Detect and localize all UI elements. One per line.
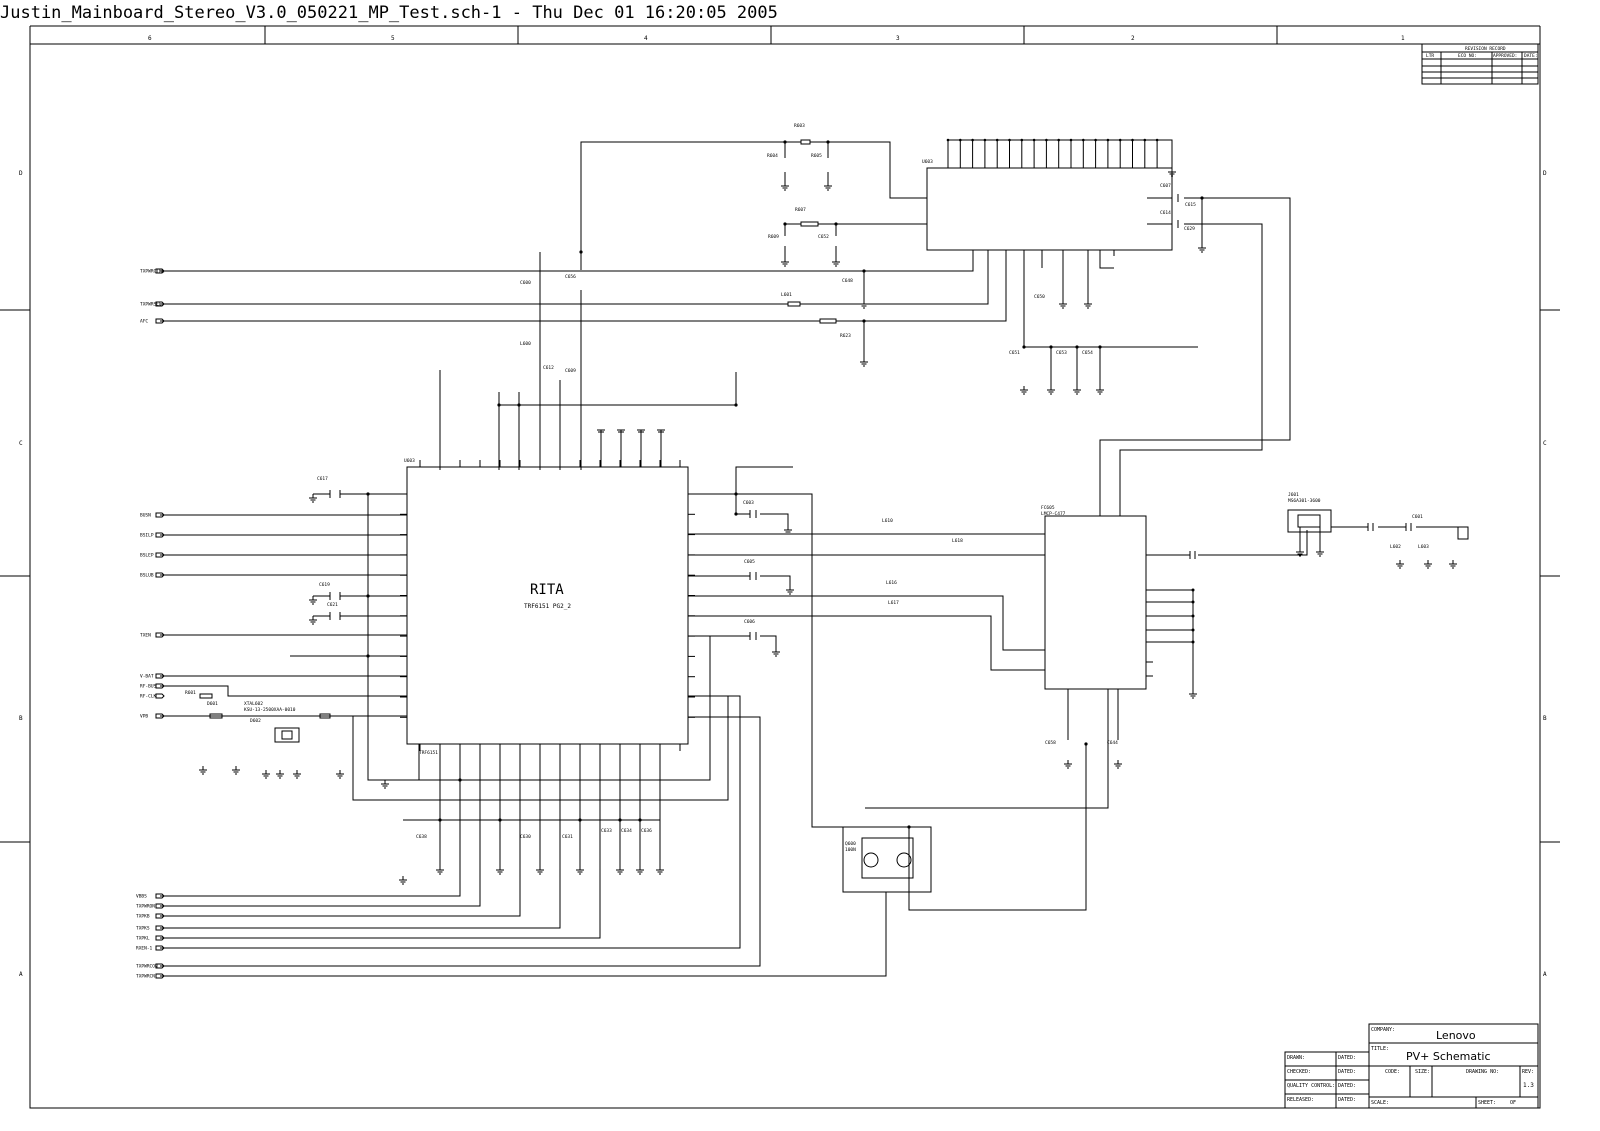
component-ref: L602 <box>1390 545 1401 550</box>
fc605-part: LMCP-C477 <box>1041 512 1066 517</box>
component-ref: C631 <box>562 835 573 840</box>
row-label-b: B <box>19 715 23 722</box>
rita-chip-part: TRF6151 PG2_2 <box>524 603 571 610</box>
component-ref: C644 <box>1107 741 1118 746</box>
component-ref: L601 <box>781 293 792 298</box>
port-label: TXPKL <box>136 936 150 942</box>
revision-record-table <box>1422 44 1538 84</box>
component-ref: C630 <box>520 835 531 840</box>
revision-col-eco: ECO NO: <box>1458 54 1477 59</box>
port-label: VPB <box>140 714 149 720</box>
port-label: TXPWRCTRL <box>140 269 165 275</box>
component-ref: L610 <box>882 519 893 524</box>
code-label: CODE: <box>1385 1069 1401 1075</box>
j601-ref: J601 <box>1288 493 1299 498</box>
component-ref: D601 <box>207 702 218 707</box>
revision-col-ltr: LTR <box>1426 54 1435 59</box>
port-label: BUSN <box>140 513 151 519</box>
company-label: COMPANY: <box>1371 1027 1396 1033</box>
component-ref: C615 <box>1185 203 1196 208</box>
column-label-2: 2 <box>1131 35 1135 42</box>
wiring <box>160 140 1458 976</box>
sheet-label: SHEET: <box>1478 1100 1497 1106</box>
component-markers <box>185 123 1457 884</box>
component-ref: C601 <box>1412 515 1423 520</box>
revision-col-date: DATE: <box>1524 54 1538 59</box>
component-ref: L603 <box>1418 545 1429 550</box>
component-ref: R605 <box>811 154 822 159</box>
component-ref: R604 <box>767 154 778 159</box>
revision-record-title: REVISION RECORD <box>1465 47 1506 52</box>
component-ref: C621 <box>327 603 338 608</box>
component-ref: C603 <box>743 501 754 506</box>
component-ref: R603 <box>794 124 805 129</box>
component-ref: C629 <box>1184 227 1195 232</box>
component-ref: L617 <box>888 601 899 606</box>
component-ref: C614 <box>1160 211 1171 216</box>
dated-label-4: DATED: <box>1338 1097 1357 1103</box>
drawing-frame <box>0 26 1560 1108</box>
row-label-d: D <box>19 170 23 177</box>
port-label: TXEN <box>140 633 151 639</box>
column-label-5: 5 <box>391 35 395 42</box>
port-label: RF-CLK <box>140 694 157 700</box>
u603b-ref: U603 <box>922 160 933 165</box>
component-ref: C650 <box>1034 295 1045 300</box>
bottom-port-labels <box>136 894 164 980</box>
port-label: BSILP <box>140 533 154 539</box>
component-ref: L616 <box>886 581 897 586</box>
revision-col-approved: APPROVED: <box>1493 54 1518 59</box>
port-label: TXPWRSEL <box>140 302 162 308</box>
port-label: V-BAT <box>140 674 154 680</box>
component-ref: D602 <box>250 719 261 724</box>
row-label-a: A <box>19 971 23 978</box>
component-ref: C652 <box>818 235 829 240</box>
row-label-b-right: B <box>1543 715 1547 722</box>
port-label: BSLEP <box>140 553 154 559</box>
fc605-chip <box>1041 505 1146 689</box>
port-label: AFC <box>140 319 149 325</box>
q600-block <box>843 827 931 892</box>
rev-value: 1.3 <box>1523 1082 1534 1089</box>
component-ref: C617 <box>317 477 328 482</box>
rita-chip-ref2: TRF6151 <box>419 751 438 756</box>
port-label: TXPKS <box>136 926 150 932</box>
port-label: TXPKB <box>136 914 150 920</box>
component-ref: C636 <box>641 829 652 834</box>
dated-label-3: DATED: <box>1338 1083 1357 1089</box>
schematic-title: PV+ Schematic <box>1406 1050 1491 1063</box>
component-ref: R601 <box>185 691 196 696</box>
rita-chip <box>404 458 688 756</box>
column-label-1: 1 <box>1401 35 1405 42</box>
dated-label-1: DATED: <box>1338 1055 1357 1061</box>
port-label: TXPWRON <box>136 904 155 910</box>
row-label-c-right: C <box>1543 440 1547 447</box>
component-ref: C638 <box>416 835 427 840</box>
component-ref: C634 <box>621 829 632 834</box>
port-label: BSLUB <box>140 573 154 579</box>
j601-part: MS6A301-3600 <box>1288 499 1321 504</box>
title-block <box>1285 1024 1538 1108</box>
component-ref: C653 <box>1056 351 1067 356</box>
component-ref: C651 <box>1009 351 1020 356</box>
component-ref: C606 <box>744 620 755 625</box>
component-ref: R609 <box>768 235 779 240</box>
dated-label-2: DATED: <box>1338 1069 1357 1075</box>
checked-label: CHECKED: <box>1287 1069 1312 1075</box>
fc605-ref: FC605 <box>1041 506 1055 511</box>
port-label: TXPWRCON <box>136 964 158 970</box>
u603b-chip <box>922 159 1172 250</box>
component-ref: C609 <box>565 369 576 374</box>
component-ref: L600 <box>520 342 531 347</box>
title-label: TITLE: <box>1371 1046 1390 1052</box>
row-label-a-right: A <box>1543 971 1547 978</box>
column-label-3: 3 <box>896 35 900 42</box>
component-ref: R607 <box>795 208 806 213</box>
port-label: VBBS <box>136 894 147 900</box>
company-name: Lenovo <box>1436 1029 1476 1042</box>
drawing-no-label: DRAWING NO: <box>1466 1069 1500 1075</box>
component-ref: C619 <box>319 583 330 588</box>
window-title: Justin_Mainboard_Stereo_V3.0_050221_MP_Test.sch-1 - Thu Dec 01 16:20:05 2005 <box>0 3 778 23</box>
port-label: RXEN-1 <box>136 946 153 952</box>
q600-part: 100N <box>845 848 856 853</box>
component-ref: L618 <box>952 539 963 544</box>
column-label-6: 6 <box>148 35 152 42</box>
drawn-label: DRAWN: <box>1287 1055 1306 1061</box>
left-port-labels <box>140 269 165 720</box>
rita-chip-ref: U603 <box>404 459 415 464</box>
component-ref: C648 <box>842 279 853 284</box>
component-ref: C658 <box>1045 741 1056 746</box>
column-label-4: 4 <box>644 35 648 42</box>
component-ref: C612 <box>543 366 554 371</box>
xtal-ref: XTAL602 <box>244 702 263 707</box>
scale-label: SCALE: <box>1371 1100 1390 1106</box>
j601-connector <box>1288 492 1468 548</box>
row-label-d-right: D <box>1543 170 1547 177</box>
released-label: RELEASED: <box>1287 1097 1315 1103</box>
u603b-pins <box>947 139 1159 256</box>
rev-label: REV: <box>1522 1069 1535 1075</box>
quality-control-label: QUALITY CONTROL: <box>1287 1083 1336 1089</box>
component-ref: C654 <box>1082 351 1093 356</box>
component-ref: C656 <box>565 275 576 280</box>
rita-chip-name: RITA <box>530 582 564 598</box>
xtal-part: KSU-13-2500XAA-0010 <box>244 708 296 713</box>
component-ref: C633 <box>601 829 612 834</box>
port-label: TXPWRCN <box>136 974 155 980</box>
component-ref: C605 <box>744 560 755 565</box>
component-ref: R623 <box>840 334 851 339</box>
row-label-c: C <box>19 440 23 447</box>
component-ref: C600 <box>520 281 531 286</box>
size-label: SIZE: <box>1415 1069 1431 1075</box>
of-label: OF <box>1510 1100 1517 1106</box>
port-label: RF-BUS <box>140 684 157 690</box>
q600-ref: Q600 <box>845 842 856 847</box>
component-ref: C607 <box>1160 184 1171 189</box>
